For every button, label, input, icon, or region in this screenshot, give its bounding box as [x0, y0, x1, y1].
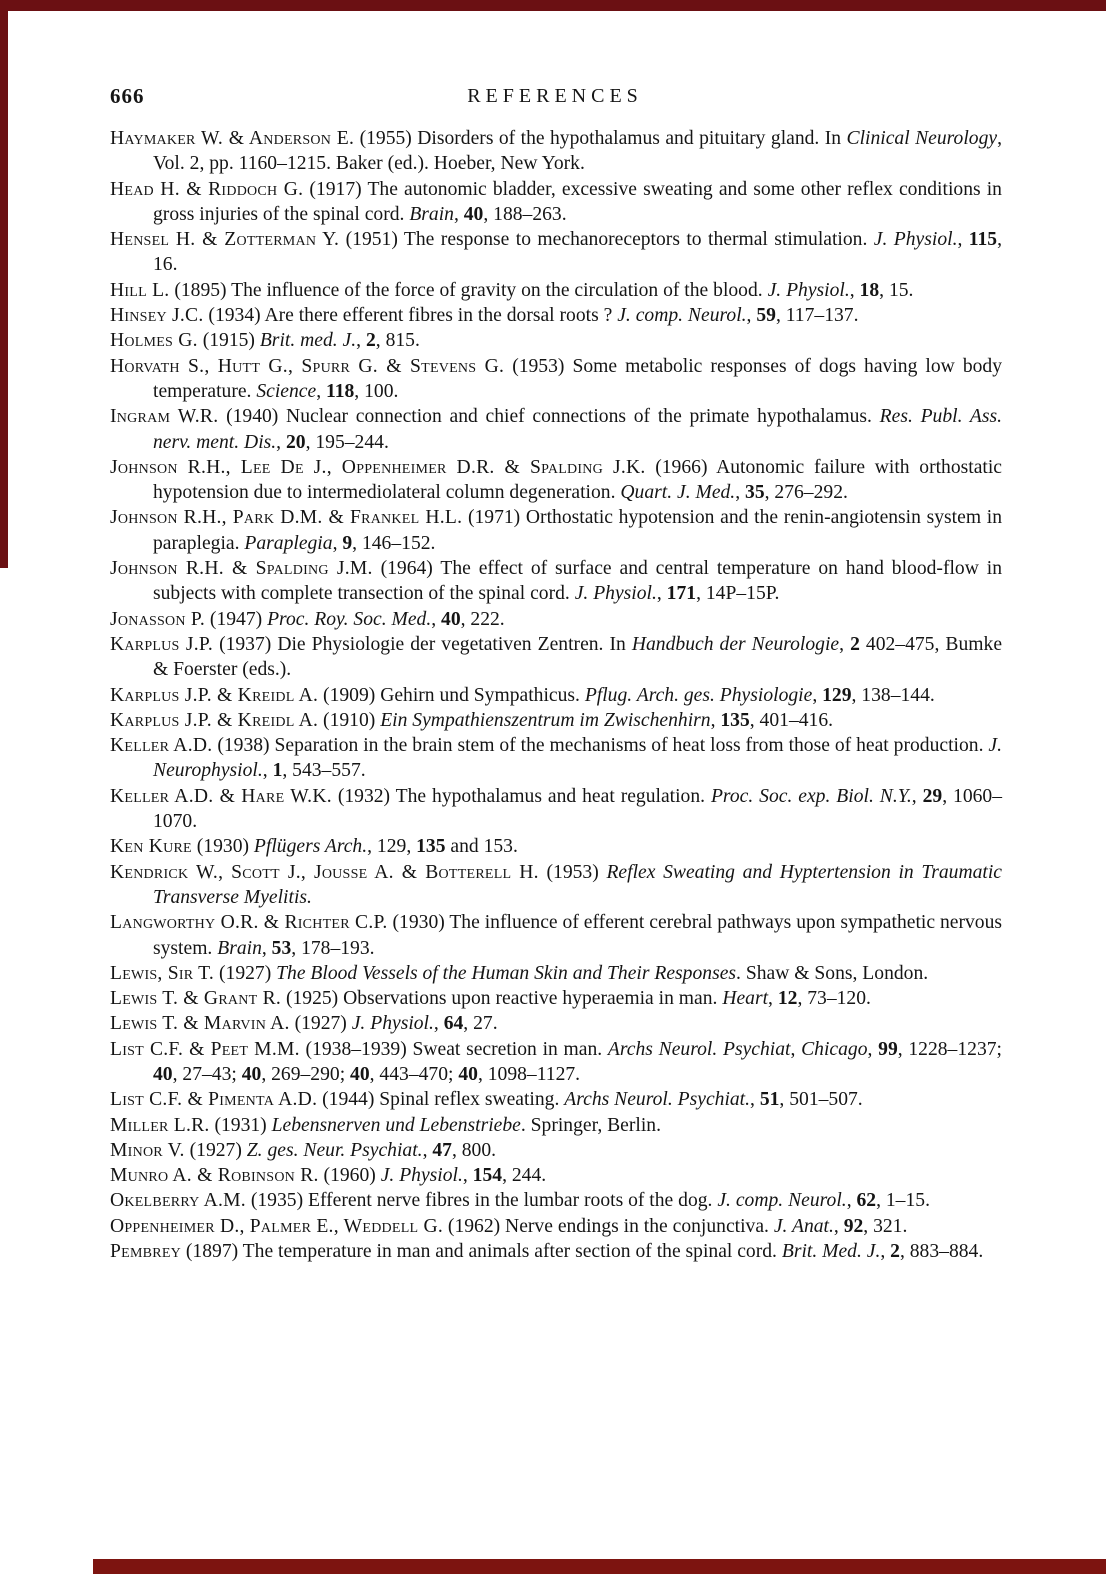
reference-segment: Ken Kure	[110, 836, 192, 858]
reference-entry	[110, 1188, 1002, 1213]
reference-segment: , 178–193.	[291, 937, 375, 959]
reference-segment: List C.F. & Pimenta A.D.	[110, 1089, 318, 1111]
page-title: REFERENCES	[467, 85, 643, 107]
reference-segment: Brit. Med. J.	[781, 1241, 881, 1263]
reference-segment: ,	[422, 1139, 433, 1161]
reference-entry	[110, 303, 1002, 328]
reference-segment: , 1098–1127.	[477, 1063, 581, 1085]
reference-segment: ,	[453, 203, 464, 225]
reference-segment: Minor V.	[110, 1139, 185, 1161]
reference-segment: Keller A.D.	[110, 735, 213, 757]
reference-segment: , 815.	[375, 330, 420, 352]
reference-segment: Proc. Roy. Soc. Med.	[267, 608, 432, 630]
reference-segment: ,	[462, 1165, 473, 1187]
reference-segment: , 1–15.	[876, 1190, 930, 1212]
reference-segment: ,	[332, 532, 343, 554]
reference-entry	[110, 632, 1002, 683]
reference-segment: Brain	[409, 203, 454, 225]
reference-segment: (1895) The influence of the force of gravity on the circulation of the blood.	[169, 279, 768, 301]
reference-segment: (1910)	[318, 709, 381, 731]
reference-segment: J. Physiol.	[351, 1013, 434, 1035]
reference-segment: ,	[768, 988, 778, 1010]
reference-segment: ,	[880, 1241, 891, 1263]
reference-segment: Oppenheimer D., Palmer E., Weddell G.	[110, 1215, 444, 1237]
scan-artifact-top-bar	[0, 0, 1106, 11]
reference-entry	[110, 1087, 1002, 1112]
scan-artifact-left-bar	[0, 0, 8, 568]
reference-list	[110, 126, 1002, 1264]
reference-segment: , 100.	[354, 380, 399, 402]
reference-segment: 51	[759, 1089, 780, 1111]
reference-segment: 40	[441, 608, 461, 630]
reference-segment: , 73–120.	[797, 988, 871, 1010]
reference-segment: Lewis T. & Grant R.	[110, 988, 282, 1010]
reference-segment: , 27–43;	[172, 1063, 242, 1085]
reference-entry	[110, 860, 1002, 911]
reference-segment: 47	[432, 1139, 452, 1161]
reference-segment: Johnson R.H. & Spalding J.M.	[110, 558, 373, 580]
reference-segment: Brain	[217, 937, 262, 959]
reference-segment: . Springer, Berlin.	[520, 1114, 661, 1136]
reference-entry	[110, 1214, 1002, 1239]
reference-segment: , 501–507.	[779, 1089, 863, 1111]
reference-segment: ,	[356, 330, 366, 352]
reference-entry	[110, 708, 1002, 733]
reference-segment: . Shaw & Sons, London.	[736, 962, 929, 984]
reference-segment: Res. Publ. Ass. nerv. ment. Dis.	[153, 406, 1002, 453]
reference-segment: 2	[850, 633, 860, 655]
scan-artifact-bottom-bar	[93, 1559, 1106, 1574]
reference-segment: (1927)	[184, 1139, 247, 1161]
reference-segment: Karplus J.P. & Kreidl A.	[110, 709, 319, 731]
reference-segment: 40	[241, 1063, 262, 1085]
reference-segment: J. comp. Neurol.	[717, 1190, 847, 1212]
reference-segment: (1897) The temperature in man and animals after section of the spinal cord.	[181, 1241, 782, 1263]
reference-segment: (1935) Efferent nerve fibres in the lumbar roots of the dog.	[245, 1190, 718, 1212]
reference-segment: Archs Neurol. Psychiat.	[564, 1089, 751, 1111]
reference-segment: Ingram W.R.	[110, 406, 219, 428]
reference-segment: Hill L.	[110, 279, 170, 301]
reference-segment: , 14P–15P.	[696, 583, 780, 605]
reference-entry	[110, 278, 1002, 303]
reference-segment: Johnson R.H., Lee De J., Oppenheimer D.R. & Spalding J.K.	[110, 456, 646, 478]
reference-segment: , 138–144.	[851, 684, 935, 706]
reference-segment: , 27.	[463, 1013, 498, 1035]
reference-segment: , 195–244.	[305, 431, 389, 453]
reference-segment: (1925) Observations upon reactive hyperaemia in man.	[281, 988, 723, 1010]
page-header	[110, 84, 1000, 114]
reference-segment: ,	[433, 1013, 444, 1035]
reference-segment: 40	[463, 203, 484, 225]
reference-entry	[110, 834, 1002, 859]
reference-entry	[110, 505, 1002, 556]
reference-segment: , 443–470;	[369, 1063, 459, 1085]
reference-segment: , 1060–1070.	[153, 785, 1003, 833]
reference-segment: ,	[957, 229, 969, 251]
reference-segment: Johnson R.H., Park D.M. & Frankel H.L.	[110, 507, 463, 529]
reference-segment: Pflügers Arch.	[253, 836, 368, 858]
reference-segment: 29	[922, 785, 943, 807]
reference-segment: Heart	[722, 988, 769, 1010]
reference-segment: Chicago	[801, 1038, 868, 1060]
reference-segment: (1931)	[209, 1114, 272, 1136]
reference-segment: Head H. & Riddoch G.	[110, 178, 304, 200]
reference-segment: (1964) The effect of surface and central temperature on hand blood-flow in subjects with complete transection of the spinal cord.	[153, 558, 1002, 605]
reference-entry	[110, 607, 1002, 632]
reference-segment: (1927)	[214, 962, 277, 984]
reference-segment: 35	[745, 482, 765, 504]
reference-segment: , Vol. 2, pp. 1160–1215. Baker (ed.). Hoeber, New York.	[153, 128, 1002, 175]
reference-segment: (1966) Autonomic failure with orthostatic hypotension due to intermediolateral column degeneration.	[153, 456, 1003, 504]
reference-segment: 115	[968, 229, 998, 251]
reference-segment: Reflex Sweating and Hyptertension in Traumatic Transverse Myelitis.	[153, 861, 1002, 908]
reference-entry	[110, 556, 1002, 607]
reference-segment: Okelberry A.M.	[110, 1190, 246, 1212]
reference-segment: (1915)	[197, 330, 260, 352]
reference-segment: Handbuch der Neurologie	[631, 633, 840, 655]
reference-segment: (1917) The autonomic bladder, excessive sweating and some other reflex conditions in gross injuries of the spinal cord.	[153, 178, 1002, 225]
reference-segment: ,	[833, 1215, 844, 1237]
reference-segment: (1909) Gehirn und Sympathicus.	[318, 684, 585, 706]
reference-segment: ,	[746, 305, 757, 327]
reference-segment: 118	[325, 380, 355, 402]
reference-segment: Langworthy O.R. & Richter C.P.	[110, 912, 388, 934]
reference-segment: 62	[856, 1190, 877, 1212]
reference-segment: , 1228–1237;	[897, 1038, 1002, 1060]
reference-segment: , 129,	[367, 836, 417, 858]
reference-segment: Karplus J.P.	[110, 633, 214, 655]
reference-segment: 59	[756, 305, 776, 327]
reference-segment: 154	[472, 1165, 503, 1187]
reference-segment: Jonasson P.	[110, 608, 206, 630]
reference-segment: 2	[365, 330, 376, 352]
reference-segment: ,	[846, 1190, 857, 1212]
reference-segment: (1940) Nuclear connection and chief connections of the primate hypothalamus.	[218, 406, 880, 428]
reference-segment: (1962) Nerve endings in the conjunctiva.	[443, 1215, 774, 1237]
reference-segment: (1937) Die Physiologie der vegetativen Zentren. In	[213, 633, 632, 655]
reference-entry	[110, 683, 1002, 708]
reference-segment: Holmes G.	[110, 330, 198, 352]
reference-segment: ,	[911, 785, 923, 807]
reference-entry	[110, 177, 1002, 228]
reference-segment: ,	[812, 684, 823, 706]
reference-segment: (1971) Orthostatic hypotension and the renin-angiotensin system in paraplegia.	[153, 507, 1003, 554]
reference-segment: (1938–1939) Sweat secretion in man.	[299, 1038, 608, 1060]
reference-segment: 20	[285, 431, 306, 453]
reference-entry	[110, 1138, 1002, 1163]
reference-segment: (1932) The hypothalamus and heat regulation.	[331, 785, 711, 807]
reference-segment: Munro A. & Robinson R.	[110, 1165, 319, 1187]
reference-segment: Ein Sympathienszentrum im Zwischenhirn	[380, 709, 711, 731]
reference-entry	[110, 1163, 1002, 1188]
reference-segment: J. comp. Neurol.	[617, 305, 747, 327]
reference-segment: List C.F. & Peet M.M.	[110, 1038, 300, 1060]
reference-segment: 135	[416, 836, 446, 858]
reference-entry	[110, 986, 1002, 1011]
reference-segment: J. Physiol.	[873, 229, 958, 251]
reference-segment: J. Anat.	[773, 1215, 834, 1237]
reference-segment: Hensel H. & Zotterman Y.	[110, 229, 340, 251]
reference-entry	[110, 784, 1002, 835]
reference-segment: (1930) The influence of efferent cerebral pathways upon sympathetic nervous system.	[153, 912, 1002, 959]
reference-segment: J. Physiol.	[767, 279, 850, 301]
reference-segment: Brit. med. J.	[259, 330, 357, 352]
reference-segment: , 222.	[460, 608, 505, 630]
reference-segment: 64	[443, 1013, 464, 1035]
reference-segment: , 321.	[863, 1215, 908, 1237]
reference-segment: Z. ges. Neur. Psychiat.	[246, 1139, 423, 1161]
reference-segment: , 269–290;	[261, 1063, 351, 1085]
reference-segment: Archs Neurol. Psychiat	[607, 1038, 791, 1060]
reference-segment: Lewis T. & Marvin A.	[110, 1013, 290, 1035]
reference-entry	[110, 910, 1002, 961]
reference-segment: 40	[153, 1063, 173, 1085]
reference-segment: (1953)	[538, 861, 607, 883]
reference-segment: Clinical Neurology	[846, 128, 998, 149]
reference-segment: (1934) Are there efferent fibres in the dorsal roots ?	[203, 305, 618, 327]
reference-entry	[110, 328, 1002, 353]
reference-segment: , 188–263.	[483, 203, 567, 225]
reference-segment: ,	[261, 937, 272, 959]
reference-segment: (1927)	[289, 1013, 352, 1035]
reference-segment: (1955) Disorders of the hypothalamus and pituitary gland. In	[354, 128, 847, 149]
reference-segment: 12	[777, 988, 798, 1010]
reference-segment: ,	[867, 1038, 879, 1060]
reference-segment: J. Neurophysiol.	[153, 735, 1003, 782]
reference-segment: ,	[656, 583, 667, 605]
reference-segment: ,	[431, 608, 442, 630]
reference-segment: Haymaker W. & Anderson E.	[110, 128, 355, 149]
reference-segment: , 401–416.	[749, 709, 834, 731]
reference-segment: Quart. J. Med.	[620, 482, 736, 504]
reference-segment: ,	[839, 633, 851, 655]
reference-entry	[110, 455, 1002, 506]
reference-segment: Horvath S., Hutt G., Spurr G. & Stevens G.	[110, 355, 505, 377]
reference-segment: (1947)	[205, 608, 268, 630]
reference-segment: Lebensnerven und Lebenstriebe	[271, 1114, 521, 1136]
reference-segment: J. Physiol.	[380, 1165, 463, 1187]
reference-entry	[110, 126, 1002, 177]
reference-entry	[110, 961, 1002, 986]
reference-segment: ,	[735, 482, 746, 504]
reference-segment: (1951) The response to mechanoreceptors to thermal stimulation.	[339, 229, 874, 251]
reference-segment: , 883–884.	[899, 1241, 984, 1263]
reference-segment: ,	[262, 760, 273, 782]
reference-segment: 99	[878, 1038, 898, 1060]
reference-entry	[110, 1113, 1002, 1138]
reference-entry	[110, 227, 1002, 278]
reference-segment: , 15.	[879, 279, 914, 301]
reference-entry	[110, 1239, 1002, 1264]
reference-segment: Pflug. Arch. ges. Physiologie	[584, 684, 813, 706]
reference-segment: Proc. Soc. exp. Biol. N.Y.	[710, 785, 912, 807]
reference-segment: , 244.	[502, 1165, 547, 1187]
reference-segment: 53	[271, 937, 292, 959]
reference-segment: 402–475, Bumke & Foerster (eds.).	[153, 633, 1003, 681]
reference-segment: (1944) Spinal reflex sweating.	[317, 1089, 565, 1111]
reference-segment: ,	[849, 279, 860, 301]
reference-segment: Pembrey	[110, 1241, 181, 1263]
reference-segment: Lewis, Sir T.	[110, 962, 215, 984]
reference-segment: Hinsey J.C.	[110, 305, 204, 327]
reference-segment: 135	[720, 709, 750, 731]
reference-entry	[110, 1037, 1002, 1088]
reference-segment: , 800.	[451, 1139, 497, 1161]
reference-segment: 9	[342, 532, 353, 554]
reference-segment: , 276–292.	[764, 482, 848, 504]
reference-segment: (1953) Some metabolic responses of dogs having low body temperature.	[153, 355, 1003, 402]
reference-segment: Miller L.R.	[110, 1114, 210, 1136]
reference-segment: Paraplegia	[244, 532, 333, 554]
reference-segment: and 153.	[445, 836, 518, 858]
reference-segment: Kendrick W., Scott J., Jousse A. & Botterell H.	[110, 861, 539, 883]
reference-segment: 1	[272, 760, 283, 782]
reference-segment: , 117–137.	[775, 305, 859, 327]
reference-segment: , 16.	[153, 229, 1003, 276]
reference-segment: 92	[843, 1215, 864, 1237]
reference-segment: 2	[890, 1241, 900, 1263]
reference-segment: 18	[859, 279, 880, 301]
reference-segment: 40	[458, 1063, 478, 1085]
reference-segment: 171	[666, 583, 697, 605]
reference-segment: ,	[316, 380, 326, 402]
reference-segment: 129	[822, 684, 852, 706]
reference-segment: , 543–557.	[282, 760, 366, 782]
reference-segment: (1960)	[318, 1165, 381, 1187]
reference-segment: ,	[750, 1089, 760, 1111]
reference-segment: ,	[276, 431, 286, 453]
reference-entry	[110, 354, 1002, 405]
reference-segment: Science	[256, 380, 317, 402]
reference-segment: ,	[790, 1038, 802, 1060]
reference-segment: J. Physiol.	[574, 583, 657, 605]
reference-segment: The Blood Vessels of the Human Skin and Their Responses	[276, 962, 737, 984]
reference-segment: Karplus J.P. & Kreidl A.	[110, 684, 319, 706]
reference-entry	[110, 404, 1002, 455]
reference-segment: , 146–152.	[352, 532, 436, 554]
reference-entry	[110, 1011, 1002, 1036]
reference-segment: 40	[350, 1063, 370, 1085]
reference-segment: Keller A.D. & Hare W.K.	[110, 785, 332, 807]
page-number: 666	[110, 84, 145, 108]
reference-entry	[110, 733, 1002, 784]
reference-segment: ,	[710, 709, 721, 731]
reference-segment: (1930)	[191, 836, 254, 858]
reference-segment: (1938) Separation in the brain stem of the mechanisms of heat loss from those of heat production.	[212, 735, 989, 757]
